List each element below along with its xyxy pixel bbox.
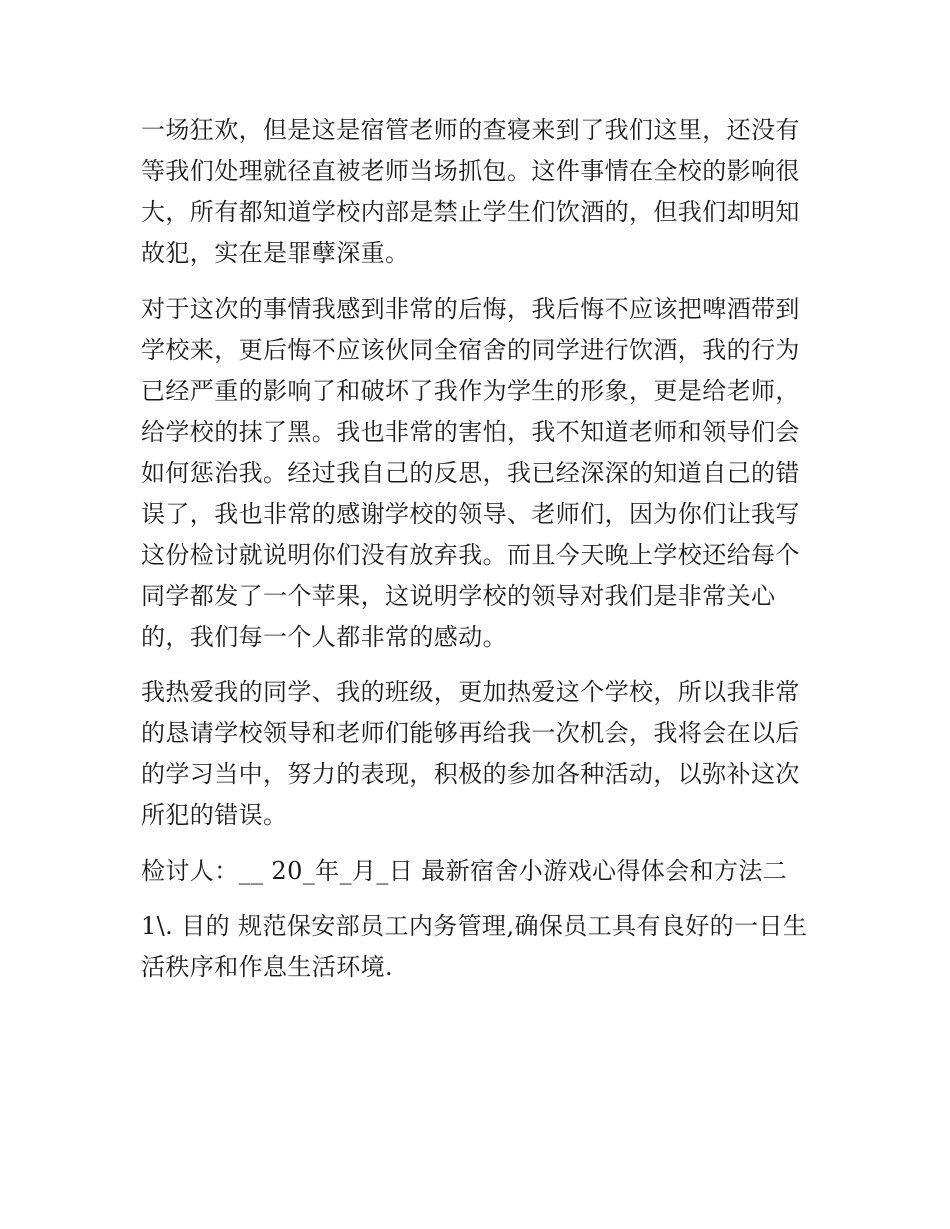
text-line: 我热爱我的同学、我的班级，更加热爱这个学校，所以我非常 bbox=[141, 678, 800, 706]
text-line: 检讨人：__ 20_年_月_日 最新宿舍小游戏心得体会和方法二 bbox=[141, 856, 788, 885]
text-line: 同学都发了一个苹果，这说明学校的领导对我们是非常关心 bbox=[141, 581, 776, 610]
text-line: 所犯的错误。 bbox=[141, 801, 288, 829]
paragraph-5 bbox=[141, 906, 821, 988]
text-line: 给学校的抹了黑。我也非常的害怕，我不知道老师和领导们会 bbox=[141, 417, 800, 446]
paragraph-1 bbox=[141, 110, 821, 274]
document-body bbox=[141, 110, 821, 988]
text-line: 一场狂欢，但是这是宿管老师的查寝来到了我们这里，还没有 bbox=[141, 116, 800, 144]
paragraph-3 bbox=[141, 672, 821, 836]
text-line: 如何惩治我。经过我自己的反思，我已经深深的知道自己的错 bbox=[141, 458, 800, 487]
text-line: 这份检讨就说明你们没有放弃我。而且今天晚上学校还给每个 bbox=[141, 540, 800, 569]
text-line: 的恳请学校领导和老师们能够再给我一次机会，我将会在以后 bbox=[141, 719, 800, 747]
paragraph-2 bbox=[141, 289, 821, 658]
text-line: 误了，我也非常的感谢学校的领导、老师们，因为你们让我写 bbox=[141, 499, 800, 528]
text-line: 对于这次的事情我感到非常的后悔，我后悔不应该把啤酒带到 bbox=[141, 294, 800, 323]
text-line: 故犯，实在是罪孽深重。 bbox=[141, 239, 410, 267]
text-line: 的，我们每一个人都非常的感动。 bbox=[141, 622, 507, 651]
text-line: 的学习当中，努力的表现，积极的参加各种活动，以弥补这次 bbox=[141, 760, 800, 788]
text-line: 学校来，更后悔不应该伙同全宿舍的同学进行饮酒，我的行为 bbox=[141, 335, 800, 364]
signature-line bbox=[141, 851, 821, 892]
text-line: 大，所有都知道学校内部是禁止学生们饮酒的，但我们却明知 bbox=[141, 198, 800, 226]
text-line: 1\. 目的 规范保安部员工内务管理,确保员工具有良好的一日生 bbox=[141, 912, 808, 940]
text-line: 活秩序和作息生活环境. bbox=[141, 953, 394, 981]
text-line: 已经严重的影响了和破坏了我作为学生的形象，更是给老师， bbox=[141, 376, 800, 405]
text-line: 等我们处理就径直被老师当场抓包。这件事情在全校的影响很 bbox=[141, 157, 800, 185]
